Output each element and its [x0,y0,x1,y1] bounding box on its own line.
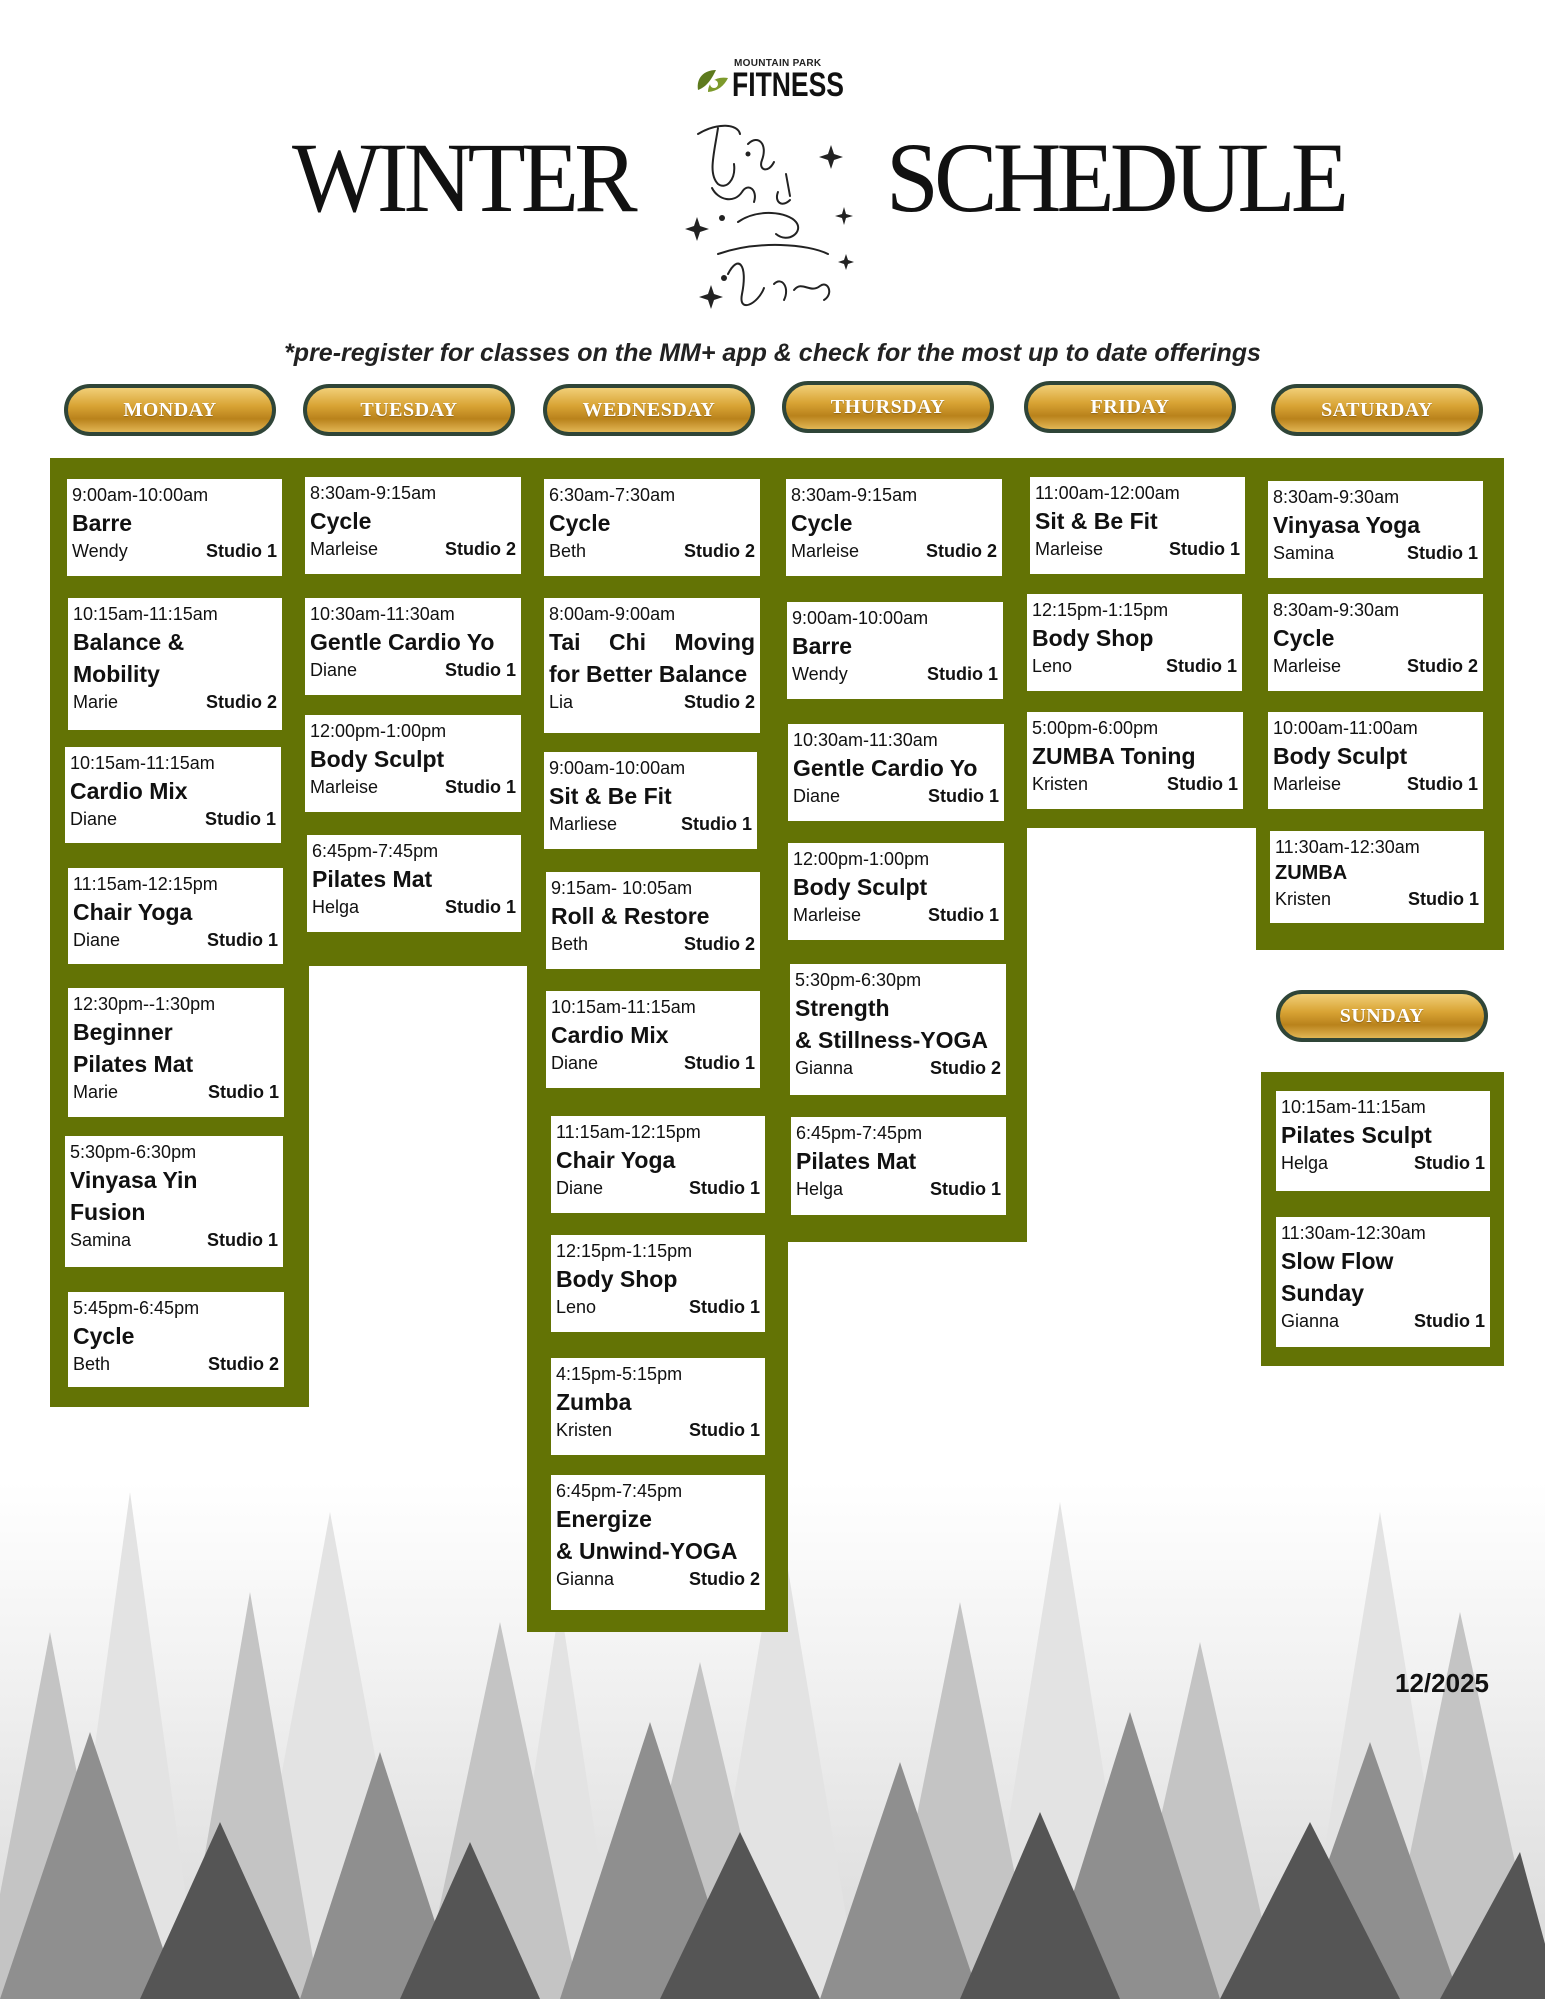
class-time: 5:30pm-6:30pm [795,970,922,990]
class-name: Cycle [310,508,372,534]
class-name: Tai Chi Moving [549,629,755,655]
class-instructor: Marleise [791,541,860,561]
class-card[interactable] [1268,712,1483,809]
class-studio: Studio 2 [1407,656,1478,676]
class-time: 12:30pm--1:30pm [73,994,216,1014]
class-studio: Studio 1 [445,660,516,680]
class-studio: Studio 1 [1407,543,1478,563]
class-instructor: Gianna [795,1058,854,1078]
class-instructor: Gianna [1281,1311,1340,1331]
class-studio: Studio 1 [208,1082,279,1102]
class-card[interactable] [305,598,521,695]
class-time: 9:15am- 10:05am [551,878,693,898]
class-card[interactable] [544,598,760,733]
class-studio: Studio 1 [1167,774,1238,794]
class-name: Sit & Be Fit [549,783,672,809]
class-card[interactable] [544,752,757,849]
class-instructor: Diane [551,1053,599,1073]
logo-big-text: FITNESS [732,66,844,104]
class-card[interactable] [1030,477,1245,574]
script-text: Take your time [678,104,685,105]
class-card[interactable] [787,602,1003,699]
class-studio: Studio 1 [1169,539,1240,559]
class-card[interactable] [65,1136,283,1267]
class-time: 11:30am-12:30am [1281,1223,1426,1243]
class-card[interactable] [1027,594,1242,691]
class-time: 6:45pm-7:45pm [556,1481,683,1501]
class-instructor: Marleise [310,539,379,559]
class-name: Pilates Sculpt [1281,1122,1432,1148]
class-instructor: Marleise [793,905,862,925]
class-name-line2: & Unwind-YOGA [556,1538,738,1564]
class-time: 12:00pm-1:00pm [793,849,930,869]
class-instructor: Marliese [549,814,618,834]
class-time: 8:30am-9:15am [310,483,437,503]
class-studio: Studio 1 [206,541,277,561]
class-studio: Studio 1 [689,1297,760,1317]
class-time: 12:15pm-1:15pm [556,1241,693,1261]
class-studio: Studio 2 [689,1569,760,1589]
title-left: WINTER [292,122,633,233]
class-name-line2: Pilates Mat [73,1051,194,1077]
class-time: 5:30pm-6:30pm [70,1142,197,1162]
class-instructor: Diane [556,1178,604,1198]
class-instructor: Wendy [792,664,848,684]
day-header-sunday: SUNDAY [1276,990,1488,1042]
title-right: SCHEDULE [886,122,1345,233]
class-instructor: Gianna [556,1569,615,1589]
class-card[interactable] [551,1358,765,1455]
class-name: Cardio Mix [551,1022,669,1048]
class-instructor: Wendy [72,541,128,561]
day-header-tuesday: TUESDAY [303,384,515,436]
class-instructor: Marie [73,692,119,712]
class-name: Cardio Mix [70,778,188,804]
class-instructor: Kristen [1275,889,1332,909]
class-instructor: Beth [549,541,587,561]
class-time: 8:00am-9:00am [549,604,676,624]
class-card[interactable] [788,843,1004,940]
class-name: Pilates Mat [796,1148,917,1174]
class-card[interactable] [551,1235,765,1332]
class-studio: Studio 1 [689,1420,760,1440]
schedule-date: 12/2025 [1395,1668,1489,1698]
class-card[interactable] [546,991,760,1088]
class-name: Gentle Cardio Yo [310,629,495,655]
class-instructor: Samina [1273,543,1335,563]
take-your-time-script-art [678,104,872,324]
day-header-monday: MONDAY [64,384,276,436]
class-name-line2: Mobility [73,661,160,687]
class-name: Balance & [73,629,185,655]
class-name: Vinyasa Yin [70,1167,198,1193]
class-studio: Studio 1 [684,1053,755,1073]
class-card[interactable] [68,988,284,1117]
class-card[interactable] [788,724,1004,821]
class-card[interactable] [68,598,282,730]
class-studio: Studio 2 [206,692,277,712]
class-card[interactable] [551,1475,765,1610]
class-time: 10:15am-11:15am [551,997,696,1017]
class-studio: Studio 1 [928,905,999,925]
class-card[interactable] [67,479,282,576]
class-card[interactable] [68,1292,284,1387]
class-time: 9:00am-10:00am [792,608,929,628]
class-time: 5:45pm-6:45pm [73,1298,200,1318]
class-instructor: Marleise [1273,656,1342,676]
class-instructor: Lia [549,692,574,712]
class-name-line2: & Stillness-YOGA [795,1027,988,1053]
class-time: 10:30am-11:30am [793,730,938,750]
class-time: 11:00am-12:00am [1035,483,1180,503]
class-studio: Studio 2 [208,1354,279,1374]
class-card[interactable] [307,835,521,932]
class-card[interactable] [1270,831,1484,923]
class-studio: Studio 1 [1414,1153,1485,1173]
class-time: 4:15pm-5:15pm [556,1364,683,1384]
class-card[interactable] [305,477,521,574]
class-studio: Studio 1 [207,930,278,950]
class-card[interactable] [68,868,283,964]
class-name: ZUMBA [1275,862,1348,884]
class-card[interactable] [305,715,521,812]
class-card[interactable] [544,479,760,576]
class-time: 6:45pm-7:45pm [796,1123,923,1143]
class-card[interactable] [551,1116,765,1213]
class-card[interactable] [1276,1091,1490,1191]
class-instructor: Leno [1032,656,1073,676]
class-studio: Studio 1 [1408,889,1479,909]
class-name: Energize [556,1506,652,1532]
class-time: 8:30am-9:30am [1273,600,1400,620]
class-name: Vinyasa Yoga [1273,512,1421,538]
class-card[interactable] [546,872,760,969]
subtitle-note: *pre-register for classes on the MM+ app & check for the most up to date offerings [284,339,1261,367]
class-instructor: Marleise [310,777,379,797]
class-name: Body Sculpt [793,874,928,900]
class-card[interactable] [1027,712,1243,809]
class-instructor: Diane [793,786,841,806]
class-card[interactable] [65,747,281,843]
class-time: 10:15am-11:15am [1281,1097,1426,1117]
class-name: Chair Yoga [556,1147,676,1173]
class-instructor: Kristen [1032,774,1089,794]
class-card[interactable] [1268,594,1483,691]
class-name: Body Shop [1032,625,1154,651]
class-time: 5:00pm-6:00pm [1032,718,1159,738]
day-header-thursday: THURSDAY [782,381,994,433]
day-header-friday: FRIDAY [1024,381,1236,433]
class-time: 10:00am-11:00am [1273,718,1418,738]
class-instructor: Beth [73,1354,111,1374]
class-time: 9:00am-10:00am [549,758,686,778]
brand-logo [694,56,874,102]
class-studio: Studio 1 [1166,656,1237,676]
class-name: Chair Yoga [73,899,193,925]
class-time: 11:15am-12:15pm [556,1122,701,1142]
class-studio: Studio 1 [445,897,516,917]
class-studio: Studio 2 [926,541,997,561]
day-header-saturday: SATURDAY [1271,384,1483,436]
class-studio: Studio 1 [1407,774,1478,794]
class-time: 8:30am-9:30am [1273,487,1400,507]
class-name-line2: for Better Balance [549,661,748,687]
class-instructor: Leno [556,1297,597,1317]
class-name: Cycle [73,1323,135,1349]
class-card[interactable] [791,1117,1006,1215]
class-instructor: Helga [1281,1153,1329,1173]
class-name: Pilates Mat [312,866,433,892]
class-name-line2: Sunday [1281,1280,1365,1306]
class-name: Zumba [556,1389,632,1415]
class-name: ZUMBA Toning [1032,743,1196,769]
class-instructor: Kristen [556,1420,613,1440]
class-name: Cycle [1273,625,1335,651]
class-studio: Studio 1 [930,1179,1001,1199]
class-name: Gentle Cardio Yo [793,755,978,781]
class-time: 8:30am-9:15am [791,485,918,505]
class-time: 10:15am-11:15am [70,753,215,773]
class-time: 10:15am-11:15am [73,604,218,624]
class-instructor: Samina [70,1230,132,1250]
class-time: 12:00pm-1:00pm [310,721,447,741]
class-studio: Studio 2 [684,934,755,954]
logo-small-text: MOUNTAIN PARK [734,58,822,69]
class-instructor: Diane [310,660,358,680]
class-instructor: Diane [70,809,118,829]
class-card[interactable] [790,964,1006,1095]
class-instructor: Marie [73,1082,119,1102]
class-name: Strength [795,995,890,1021]
class-name: Body Sculpt [310,746,445,772]
class-studio: Studio 1 [205,809,276,829]
class-name: Barre [792,633,853,659]
class-name: Barre [72,510,133,536]
class-time: 9:00am-10:00am [72,485,209,505]
class-time: 11:15am-12:15pm [73,874,218,894]
class-name: Slow Flow [1281,1248,1394,1274]
class-card[interactable] [1276,1217,1490,1347]
class-studio: Studio 1 [927,664,998,684]
class-studio: Studio 2 [930,1058,1001,1078]
class-name: Sit & Be Fit [1035,508,1158,534]
class-instructor: Marleise [1035,539,1104,559]
class-studio: Studio 1 [689,1178,760,1198]
class-studio: Studio 1 [928,786,999,806]
day-header-wednesday: WEDNESDAY [543,384,755,436]
class-time: 6:45pm-7:45pm [312,841,439,861]
class-name: Body Shop [556,1266,678,1292]
class-instructor: Beth [551,934,589,954]
class-instructor: Marleise [1273,774,1342,794]
class-card[interactable] [1268,481,1483,578]
class-studio: Studio 1 [681,814,752,834]
class-studio: Studio 1 [445,777,516,797]
class-time: 10:30am-11:30am [310,604,455,624]
class-card[interactable] [786,479,1002,576]
leaf-logo-icon [694,64,734,96]
class-studio: Studio 2 [684,541,755,561]
class-instructor: Diane [73,930,121,950]
class-name: Roll & Restore [551,903,710,929]
class-name: Beginner [73,1019,173,1045]
class-instructor: Helga [312,897,360,917]
class-name: Cycle [791,510,853,536]
class-studio: Studio 1 [207,1230,278,1250]
class-name-line2: Fusion [70,1199,146,1225]
class-time: 11:30am-12:30am [1275,837,1420,857]
class-time: 6:30am-7:30am [549,485,676,505]
class-studio: Studio 2 [445,539,516,559]
class-instructor: Helga [796,1179,844,1199]
class-name: Body Sculpt [1273,743,1408,769]
class-studio: Studio 1 [1414,1311,1485,1331]
class-name: Cycle [549,510,611,536]
class-time: 12:15pm-1:15pm [1032,600,1169,620]
class-studio: Studio 2 [684,692,755,712]
